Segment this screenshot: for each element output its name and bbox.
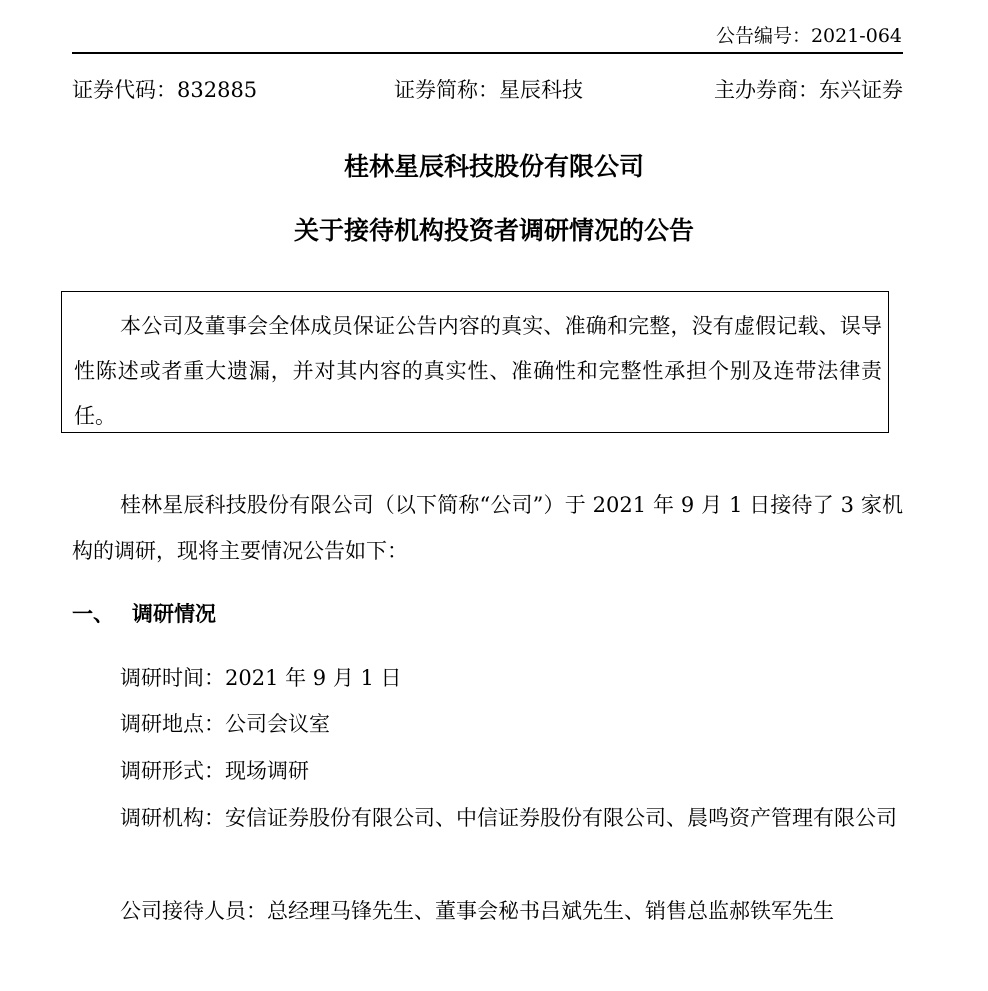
section-number: 一、 (72, 602, 114, 626)
section-heading (72, 597, 216, 631)
notice-number: 公告编号：2021-064 (715, 25, 902, 47)
disclaimer-box (61, 291, 889, 433)
security-info-row (72, 74, 903, 106)
disclaimer-text: 本公司及董事会全体成员保证公告内容的真实、准确和完整，没有虚假记载、误导性陈述或者重大遗漏，并对其内容的真实性、准确性和完整性承担个别及连带法律责任。 (74, 314, 882, 428)
header-divider (72, 52, 903, 54)
research-institutions: 调研机构：安信证券股份有限公司、中信证券股份有限公司、晨鸣资产管理有限公司 (120, 806, 897, 830)
research-time: 调研时间：2021 年 9 月 1 日 (120, 666, 402, 690)
intro-paragraph: 桂林星辰科技股份有限公司（以下简称“公司”）于 2021 年 9 月 1 日接待了 3 家机构的调研，现将主要情况公告如下： (72, 493, 903, 563)
section-title: 调研情况 (132, 602, 216, 626)
sponsor-broker: 主办券商：东兴证券 (714, 78, 903, 102)
security-code: 证券代码：832885 (72, 78, 258, 102)
announcement-title: 关于接待机构投资者调研情况的公告 (293, 216, 694, 245)
research-place: 调研地点：公司会议室 (120, 712, 330, 736)
research-form: 调研形式：现场调研 (120, 759, 309, 783)
security-name: 证券简称：星辰科技 (394, 78, 583, 102)
reception-staff: 公司接待人员：总经理马锋先生、董事会秘书吕斌先生、销售总监郝铁军先生 (120, 899, 834, 923)
company-title: 桂林星辰科技股份有限公司 (343, 152, 644, 181)
